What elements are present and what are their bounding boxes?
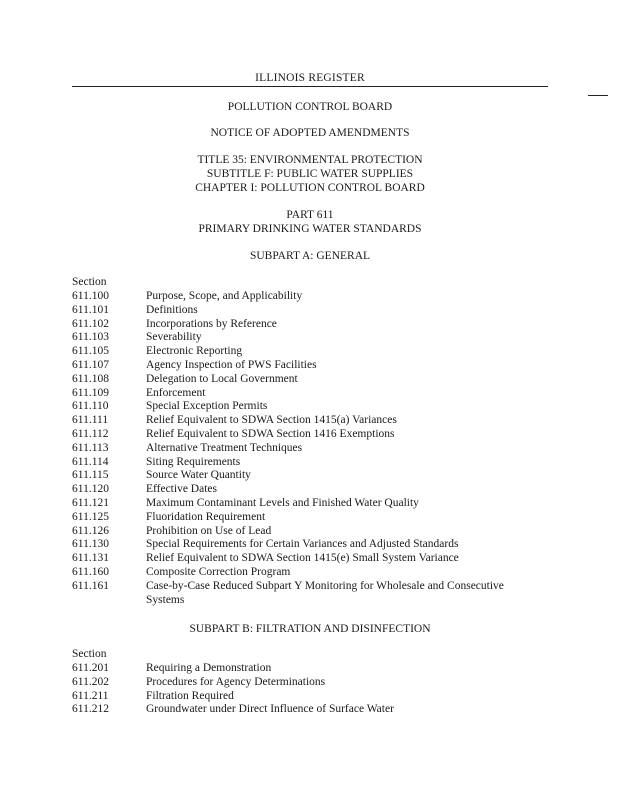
section-title: Prohibition on Use of Lead xyxy=(146,524,272,537)
section-number: 611.102 xyxy=(72,317,109,330)
section-title: Incorporations by Reference xyxy=(146,317,277,330)
section-title: Definitions xyxy=(146,303,198,316)
section-title: Relief Equivalent to SDWA Section 1415(a) Variances xyxy=(146,414,397,427)
section-number: 611.109 xyxy=(72,386,109,399)
section-number: 611.110 xyxy=(72,400,109,413)
section-title: Source Water Quantity xyxy=(146,469,251,482)
section-title: Enforcement xyxy=(146,386,206,399)
section-label-b: Section xyxy=(72,648,107,660)
section-number: 611.211 xyxy=(72,689,109,702)
section-number: 611.107 xyxy=(72,359,109,371)
notice-title: NOTICE OF ADOPTED AMENDMENTS xyxy=(210,127,410,139)
section-number: 611.112 xyxy=(72,428,109,440)
subtitle-line: SUBTITLE F: PUBLIC WATER SUPPLIES xyxy=(206,168,414,180)
part-name: PRIMARY DRINKING WATER STANDARDS xyxy=(198,223,422,235)
section-number: 611.120 xyxy=(72,483,109,496)
section-number: 611.121 xyxy=(72,497,109,509)
section-title: Composite Correction Program xyxy=(146,566,291,578)
register-title: ILLINOIS REGISTER xyxy=(255,72,365,84)
section-number: 611.131 xyxy=(72,552,109,565)
section-number: 611.114 xyxy=(72,455,109,468)
section-number: 611.130 xyxy=(72,538,109,551)
section-title: Procedures for Agency Determinations xyxy=(146,675,326,688)
section-title: Groundwater under Direct Influence of Surface Water xyxy=(146,703,394,716)
section-title: Relief Equivalent to SDWA Section 1415(e) Small System Variance xyxy=(146,552,459,565)
title-line: TITLE 35: ENVIRONMENTAL PROTECTION xyxy=(197,154,423,166)
header-rule xyxy=(72,86,548,87)
margin-rule xyxy=(588,95,608,96)
section-number: 611.212 xyxy=(72,703,109,716)
section-number: 611.201 xyxy=(72,662,109,674)
section-number: 611.115 xyxy=(72,469,109,482)
section-number: 611.126 xyxy=(72,524,109,537)
section-number: 611.103 xyxy=(72,331,109,344)
section-title: Filtration Required xyxy=(146,689,234,702)
section-title: Effective Dates xyxy=(146,483,217,496)
section-number: 611.125 xyxy=(72,510,109,523)
section-title: Purpose, Scope, and Applicability xyxy=(146,290,303,302)
section-title: Alternative Treatment Techniques xyxy=(146,441,303,454)
subpart-a-heading: SUBPART A: GENERAL xyxy=(249,250,371,262)
section-title: Severability xyxy=(146,331,202,344)
section-title: Special Exception Permits xyxy=(146,400,268,413)
section-title: Electronic Reporting xyxy=(146,345,243,358)
chapter-line: CHAPTER I: POLLUTION CONTROL BOARD xyxy=(195,182,425,194)
section-number: 611.100 xyxy=(72,290,109,302)
section-number: 611.160 xyxy=(72,566,109,578)
section-title: Special Requirements for Certain Variances and Adjusted Standards xyxy=(146,538,459,551)
subpart-b-heading: SUBPART B: FILTRATION AND DISINFECTION xyxy=(189,623,431,635)
section-number: 611.101 xyxy=(72,303,109,316)
section-title: Delegation to Local Government xyxy=(146,372,298,385)
section-title: Relief Equivalent to SDWA Section 1416 Exemptions xyxy=(146,428,395,440)
section-number: 611.161 xyxy=(72,579,109,592)
section-number: 611.111 xyxy=(72,414,109,427)
section-number: 611.108 xyxy=(72,372,109,385)
part-number: PART 611 xyxy=(286,209,334,221)
section-label-a: Section xyxy=(72,276,107,288)
section-number: 611.202 xyxy=(72,675,109,688)
section-number: 611.105 xyxy=(72,345,109,358)
section-title: Requiring a Demonstration xyxy=(146,662,272,674)
section-title: Agency Inspection of PWS Facilities xyxy=(146,359,317,371)
section-number: 611.113 xyxy=(72,441,109,454)
section-title: Maximum Contaminant Levels and Finished Water Quality xyxy=(146,497,419,509)
section-title: Siting Requirements xyxy=(146,455,241,468)
board-title: POLLUTION CONTROL BOARD xyxy=(227,101,393,113)
section-title: Case-by-Case Reduced Subpart Y Monitoring for Wholesale and Consecutive Systems xyxy=(146,579,504,606)
section-title: Fluoridation Requirement xyxy=(146,510,266,523)
